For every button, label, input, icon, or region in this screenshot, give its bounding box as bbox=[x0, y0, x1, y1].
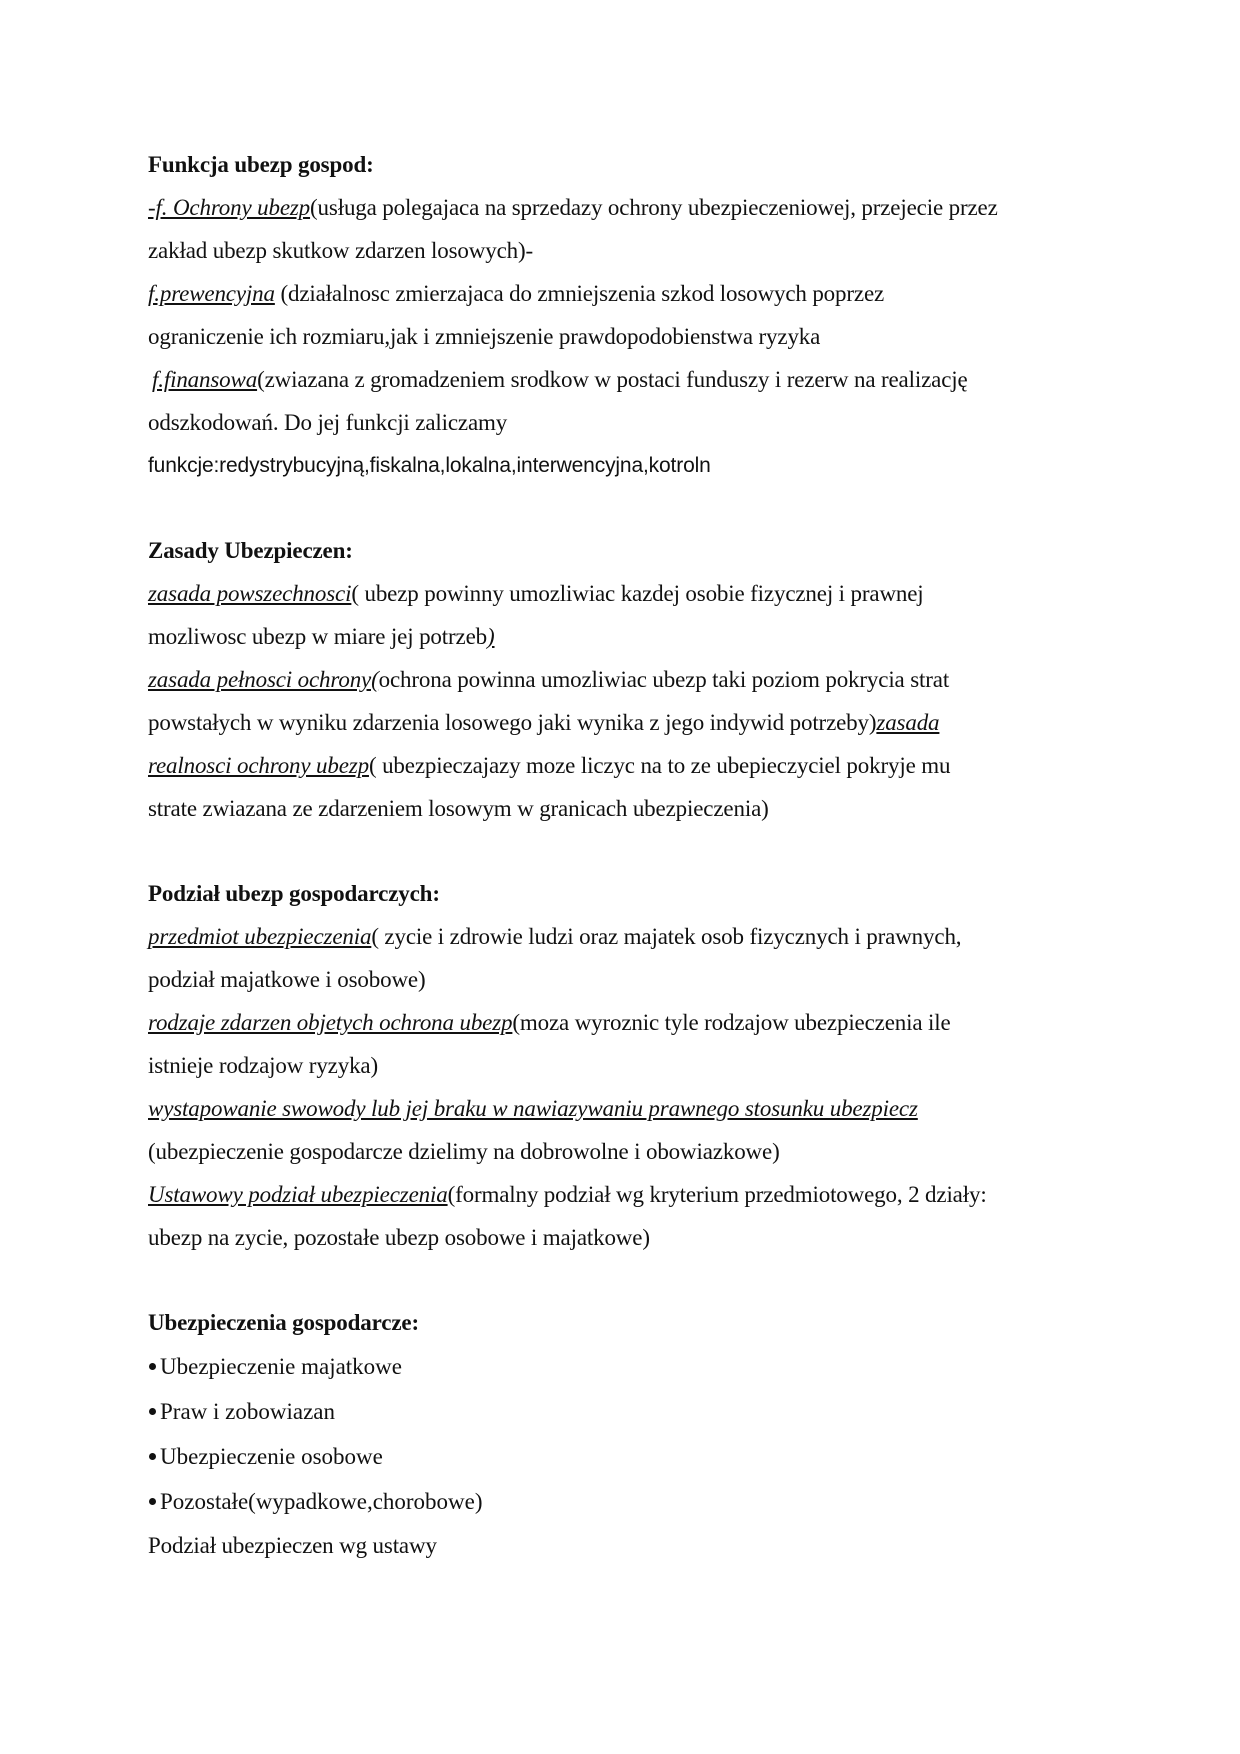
term-rodzaje: rodzaje zdarzen objetych ochrona ubezp bbox=[148, 1010, 513, 1035]
section-heading-podzial: Podział ubezp gospodarczych: bbox=[148, 881, 440, 906]
paragraph-line: ubezp na zycie, pozostałe ubezp osobowe i majatkowe) bbox=[148, 1225, 650, 1250]
paragraph-line bbox=[148, 272, 1148, 315]
list-item-label: Pozostałe(wypadkowe,chorobowe) bbox=[160, 1489, 483, 1514]
term-prewencyjna: f.prewencyjna bbox=[148, 281, 275, 306]
spacer bbox=[148, 1259, 1148, 1301]
paragraph-text: ( ubezp powinny umozliwiac kazdej osobie fizycznej i prawnej bbox=[351, 581, 924, 606]
term-powszechnosci: zasada powszechnosci bbox=[148, 581, 352, 606]
paragraph-line: strate zwiazana ze zdarzeniem losowym w granicach ubezpieczenia) bbox=[148, 796, 769, 821]
term-ustawowy: Ustawowy podział ubezpieczenia bbox=[148, 1182, 448, 1207]
paragraph-line bbox=[148, 658, 1148, 701]
paragraph-line bbox=[148, 1173, 1148, 1216]
paragraph-line bbox=[148, 615, 1148, 658]
paragraph-line bbox=[148, 701, 1148, 744]
paragraph-text: (działalnosc zmierzajaca do zmniejszenia szkod losowych poprzez bbox=[274, 281, 885, 306]
section-heading-funkcja: Funkcja ubezp gospod: bbox=[148, 152, 374, 177]
document-page bbox=[148, 143, 1148, 1567]
paragraph-line: istnieje rodzajow ryzyka) bbox=[148, 1053, 378, 1078]
paragraph-line: Podział ubezpieczen wg ustawy bbox=[148, 1533, 437, 1558]
list-item bbox=[148, 1344, 1148, 1389]
paragraph-line: zakład ubezp skutkow zdarzen losowych)- bbox=[148, 238, 534, 263]
paragraph-text: (usługa polegajaca na sprzedazy ochrony ubezpieczeniowej, przejecie przez bbox=[310, 195, 998, 220]
bullet-icon bbox=[149, 1453, 156, 1460]
paragraph-text: ochrona powinna umozliwiac ubezp taki poziom pokrycia strat bbox=[378, 667, 950, 692]
section-heading-ubezpieczenia: Ubezpieczenia gospodarcze: bbox=[148, 1310, 419, 1335]
list-item-label: Ubezpieczenie osobowe bbox=[160, 1444, 383, 1469]
paragraph-line bbox=[148, 744, 1148, 787]
term-wystapowanie: wystapowanie swowody lub jej braku w nawiazywaniu prawnego stosunku ubezpiecz bbox=[148, 1096, 918, 1121]
term-pelnosci: zasada pełnosci ochrony( bbox=[148, 667, 379, 692]
paragraph-text: ( zycie i zdrowie ludzi oraz majatek osob fizycznych i prawnych, bbox=[371, 924, 962, 949]
paragraph-line: podział majatkowe i osobowe) bbox=[148, 967, 426, 992]
paragraph-line bbox=[148, 358, 1148, 401]
paragraph-text: (zwiazana z gromadzeniem srodkow w postaci funduszy i rezerw na realizację bbox=[257, 367, 968, 392]
bullet-icon bbox=[149, 1363, 156, 1370]
list-item bbox=[148, 1389, 1148, 1434]
paragraph-line: funkcje:redystrybucyjną,fiskalna,lokalna,interwencyjna,kotroln bbox=[148, 454, 711, 477]
paragraph-text: mozliwosc ubezp w miare jej potrzeb bbox=[148, 624, 487, 649]
spacer bbox=[148, 830, 1148, 872]
paragraph-line bbox=[148, 1087, 1148, 1130]
section-heading-zasady: Zasady Ubezpieczen: bbox=[148, 538, 353, 563]
term-ochrony: -f. Ochrony ubezp bbox=[148, 195, 311, 220]
list-item-label: Ubezpieczenie majatkowe bbox=[160, 1354, 403, 1379]
paragraph-line bbox=[148, 186, 1148, 229]
paragraph-line: ograniczenie ich rozmiaru,jak i zmniejszenie prawdopodobienstwa ryzyka bbox=[148, 324, 821, 349]
term-zasada: zasada bbox=[876, 710, 940, 735]
paragraph-text: (moza wyroznic tyle rodzajow ubezpieczenia ile bbox=[512, 1010, 951, 1035]
list-item bbox=[148, 1434, 1148, 1479]
paragraph-text: (formalny podział wg kryterium przedmiotowego, 2 działy: bbox=[447, 1182, 987, 1207]
term-finansowa: f.finansowa bbox=[152, 367, 258, 392]
term-realnosci: realnosci ochrony ubezp bbox=[148, 753, 369, 778]
list-item-label: Praw i zobowiazan bbox=[160, 1399, 335, 1424]
paragraph-line bbox=[148, 915, 1148, 958]
bullet-icon bbox=[149, 1498, 156, 1505]
paragraph-text: powstałych w wyniku zdarzenia losowego jaki wynika z jego indywid potrzeby) bbox=[148, 710, 877, 735]
paragraph-line bbox=[148, 1001, 1148, 1044]
paragraph-text: ( ubezpieczajazy moze liczyc na to ze ubepieczyciel pokryje mu bbox=[368, 753, 951, 778]
paragraph-line: (ubezpieczenie gospodarcze dzielimy na dobrowolne i obowiazkowe) bbox=[148, 1139, 780, 1164]
paragraph-line bbox=[148, 572, 1148, 615]
list-item bbox=[148, 1479, 1148, 1524]
bullet-icon bbox=[149, 1408, 156, 1415]
spacer bbox=[148, 487, 1148, 529]
paragraph-line: odszkodowań. Do jej funkcji zaliczamy bbox=[148, 410, 508, 435]
term-przedmiot: przedmiot ubezpieczenia bbox=[148, 924, 372, 949]
closing-paren: ) bbox=[487, 624, 495, 649]
